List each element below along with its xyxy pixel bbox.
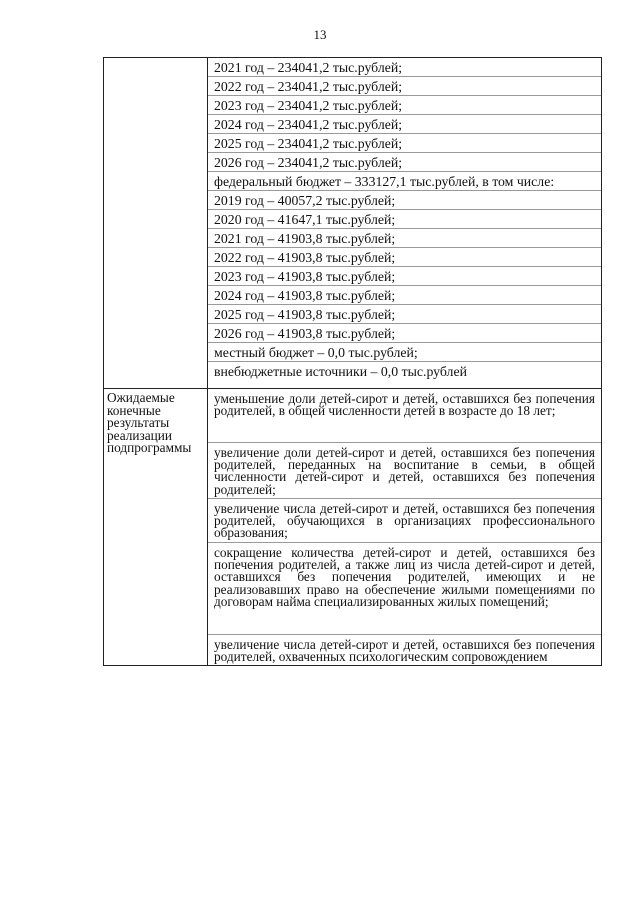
result-item: уменьшение доли детей-сирот и детей, оставшихся без попечения родителей, в общей численности детей в возрасте до 18 лет; <box>208 389 601 443</box>
financing-cell <box>208 58 601 381</box>
financing-line: 2021 год – 234041,2 тыс.рублей; <box>208 58 601 77</box>
result-item: увеличение числа детей-сирот и детей, оставшихся без попечения родителей, охваченных психологическим сопровождением <box>214 637 595 665</box>
financing-line: 2022 год – 234041,2 тыс.рублей; <box>208 77 601 96</box>
financing-line: внебюджетные источники – 0,0 тыс.рублей <box>214 364 467 379</box>
page-number: 13 <box>313 27 327 42</box>
result-item: увеличение числа детей-сирот и детей, оставшихся без попечения родителей, обучающихся в организациях профессионального образования; <box>208 499 601 543</box>
financing-line: 2024 год – 41903,8 тыс.рублей; <box>208 286 601 305</box>
financing-line: федеральный бюджет – 333127,1 тыс.рублей, в том числе: <box>208 172 601 191</box>
results-cell <box>208 389 601 667</box>
results-row-label: Ожидаемые конечные результаты реализации подпрограммы <box>107 390 192 455</box>
result-item: увеличение доли детей-сирот и детей, оставшихся без попечения родителей, переданных на воспитание в семьи, в общей численности детей-сирот и детей, оставшихся без попечения родителей; <box>208 443 601 499</box>
financing-line: 2023 год – 234041,2 тыс.рублей; <box>208 96 601 115</box>
result-item: сокращение количества детей-сирот и детей, оставшихся без попечения родителей, а также лиц из числа детей-сирот и детей, оставшихся без попечения родителей, имеющих и не реализовавших право на обеспечение жилыми помещениями по договорам найма специализированных жилых помещений; <box>208 543 601 635</box>
financing-line: 2026 год – 234041,2 тыс.рублей; <box>208 153 601 172</box>
financing-line: 2026 год – 41903,8 тыс.рублей; <box>208 324 601 343</box>
financing-line: 2025 год – 41903,8 тыс.рублей; <box>208 305 601 324</box>
subprogram-passport-table <box>103 57 602 666</box>
financing-line: 2025 год – 234041,2 тыс.рублей; <box>208 134 601 153</box>
financing-line: 2023 год – 41903,8 тыс.рублей; <box>208 267 601 286</box>
financing-line: 2020 год – 41647,1 тыс.рублей; <box>208 210 601 229</box>
financing-line: 2021 год – 41903,8 тыс.рублей; <box>208 229 601 248</box>
financing-line: местный бюджет – 0,0 тыс.рублей; <box>208 343 601 362</box>
financing-line: 2019 год – 40057,2 тыс.рублей; <box>208 191 601 210</box>
financing-line: 2022 год – 41903,8 тыс.рублей; <box>208 248 601 267</box>
financing-line: 2024 год – 234041,2 тыс.рублей; <box>208 115 601 134</box>
